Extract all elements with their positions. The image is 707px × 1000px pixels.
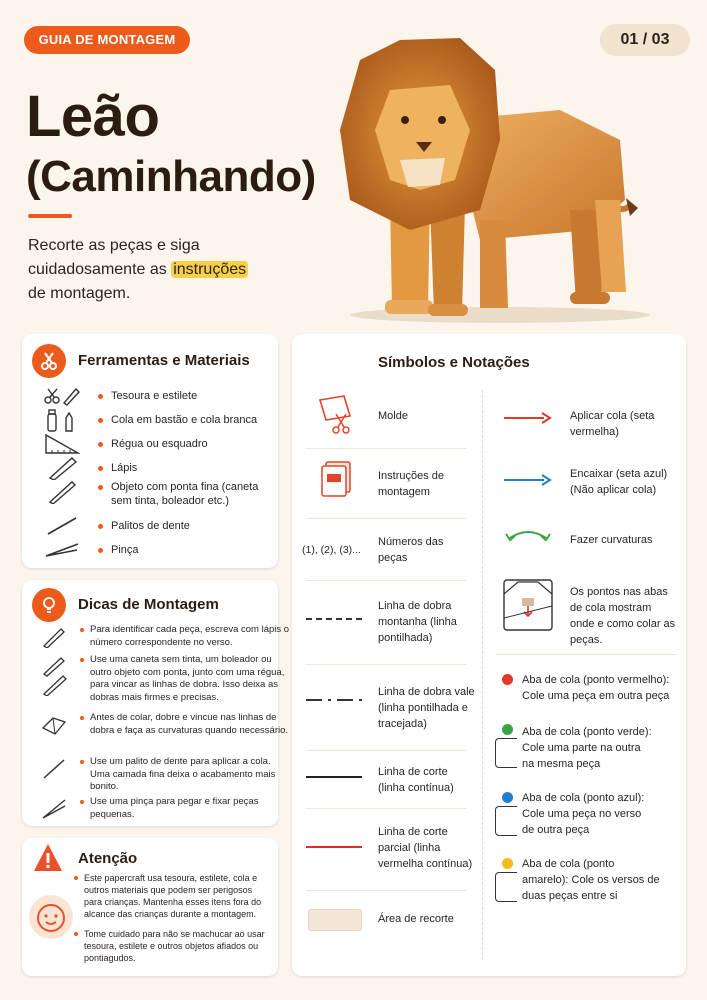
list-item [42, 538, 139, 562]
curvature-label: Fazer curvaturas [570, 534, 653, 546]
tips-card [22, 580, 290, 826]
tab-red-label: Aba de cola (ponto vermelho): Cole uma peça em outra peça [522, 674, 670, 702]
tool-label: Lápis [111, 462, 138, 474]
list-item [36, 756, 290, 794]
warning-text: Este papercraft usa tesoura, estilete, cola e outros materiais que podem ser perigosos para crianças. Mantenha esses itens fora do alcance das crianças durante a montagem. [84, 873, 262, 919]
stylus-icon [42, 480, 82, 504]
tip-text: Para identificar cada peça, escreva com lápis o número correspondente no verso. [90, 624, 290, 648]
tool-label: Pinça [111, 544, 139, 556]
scissors-badge-icon [32, 344, 66, 378]
tools-card [22, 334, 278, 568]
instructions-label: Instruções de montagem [378, 470, 445, 498]
list-item [42, 384, 197, 408]
tool-label: Objeto com ponta fina (caneta sem tinta, boleador etc.) [111, 481, 259, 507]
part-numbers-label: Números das peças [378, 536, 444, 564]
tip-text: Antes de colar, dobre e vincue nas linhas de dobra e faça as curvaturas quando necessário. [90, 712, 289, 736]
blue-dot-icon [502, 792, 513, 803]
partial-cut-line-icon [306, 846, 362, 848]
title-line-2: (Caminhando) [26, 152, 316, 201]
tab-blue-label: Aba de cola (ponto azul): Cole uma peça no verso de outra peça [522, 792, 645, 836]
tweezers-icon [36, 796, 72, 820]
mountain-fold-label: Linha de dobra montanha (linha pontilhada) [378, 600, 457, 644]
tools-title: Ferramentas e Materiais [78, 352, 250, 369]
stylus-ruler-icon [36, 654, 72, 696]
list-item [42, 480, 271, 508]
folded-paper-icon [36, 712, 72, 736]
title-line-1: Leão [26, 84, 160, 149]
yellow-dot-icon [502, 858, 513, 869]
tool-label: Cola em bastão e cola branca [111, 414, 258, 426]
list-item [42, 432, 208, 456]
list-item [36, 624, 290, 649]
page-title [26, 84, 316, 204]
lion-illustration [330, 30, 660, 330]
glue-tab-diagram-icon [502, 578, 554, 632]
molde-label: Molde [378, 410, 408, 422]
apply-glue-label: Aplicar cola (seta vermelha) [570, 410, 655, 438]
valley-fold-label: Linha de dobra vale (linha pontilhada e tracejada) [378, 686, 475, 730]
list-item [36, 712, 290, 737]
toothpick-icon [42, 514, 82, 538]
ruler-icon [42, 432, 82, 456]
subtitle-text: Recorte as peças e siga cuidadosamente as [28, 237, 200, 278]
list-item [66, 928, 272, 964]
column-divider [482, 390, 483, 960]
partial-cut-label: Linha de corte parcial (linha vermelha contínua) [378, 826, 473, 870]
cut-line-label: Linha de corte (linha contínua) [378, 766, 454, 794]
cutout-area-label: Área de recorte [378, 913, 454, 925]
tool-label: Palitos de dente [111, 520, 190, 532]
page-number: 01 / 03 [600, 24, 690, 56]
blue-arrow-icon [502, 474, 552, 486]
toothpick-icon [36, 756, 72, 780]
mountain-fold-line-icon [306, 618, 362, 620]
tool-label: Tesoura e estilete [111, 390, 198, 402]
tab-outline-icon [495, 872, 517, 902]
red-arrow-icon [502, 412, 552, 424]
template-scissors-icon [316, 392, 356, 436]
red-dot-icon [502, 674, 513, 685]
lightbulb-badge-icon [32, 588, 66, 622]
cut-line-icon [306, 776, 362, 778]
warning-icon [32, 842, 64, 874]
cutout-area-swatch [308, 909, 362, 931]
pencil-icon [42, 456, 82, 480]
fit-label: Encaixar (seta azul) (Não aplicar cola) [570, 468, 668, 496]
guide-tag: GUIA DE MONTAGEM [24, 26, 190, 54]
instructions-sheet-icon [320, 460, 354, 498]
list-item [36, 796, 290, 821]
subtitle [28, 234, 268, 306]
tip-text: Use uma pinça para pegar e fixar peças pequenas. [90, 796, 259, 820]
tab-outline-icon [495, 738, 517, 768]
valley-fold-line-icon [306, 698, 364, 702]
green-dot-icon [502, 724, 513, 735]
glue-icon [42, 408, 82, 432]
subtitle-highlight: instruções [173, 261, 247, 278]
scissors-cutter-icon [42, 384, 82, 408]
pencil-icon [36, 624, 72, 648]
curve-arrows-icon [504, 528, 552, 548]
warning-text: Tome cuidado para não se machucar ao usar tesoura, estilete e outros objetos afiados ou pontiagudos. [84, 929, 265, 963]
list-item [36, 654, 290, 704]
tab-outline-icon [495, 806, 517, 836]
warning-card [22, 838, 278, 976]
list-item [42, 514, 190, 538]
symbols-title: Símbolos e Notações [378, 354, 530, 371]
warning-title: Atenção [78, 850, 138, 867]
tips-title: Dicas de Montagem [78, 596, 219, 613]
tip-text: Use um palito de dente para aplicar a cola. Uma camada fina deixa o acabamento mais bonito. [90, 756, 276, 792]
tab-yellow-label: Aba de cola (ponto amarelo): Cole os versos de duas peças entre si [522, 858, 660, 902]
list-item [66, 872, 272, 920]
subtitle-end: de montagem. [28, 285, 131, 302]
part-numbers-icon: (1), (2), (3)... [302, 544, 361, 556]
glue-points-label: Os pontos nas abas de cola mostram onde e como colar as peças. [570, 586, 676, 646]
symbols-card [292, 334, 686, 976]
tool-label: Régua ou esquadro [111, 438, 208, 450]
tab-green-label: Aba de cola (ponto verde): Cole uma parte na outra na mesma peça [522, 726, 652, 770]
title-underline [28, 214, 72, 218]
tip-text: Use uma caneta sem tinta, um boleador ou outro objeto com ponta, junto com uma régua, para vincar as linhas de dobra. Isso deixa as dobras mais firmes e precisas. [90, 654, 285, 703]
list-item [42, 408, 257, 432]
list-item [42, 456, 137, 480]
tweezers-icon [42, 538, 82, 562]
